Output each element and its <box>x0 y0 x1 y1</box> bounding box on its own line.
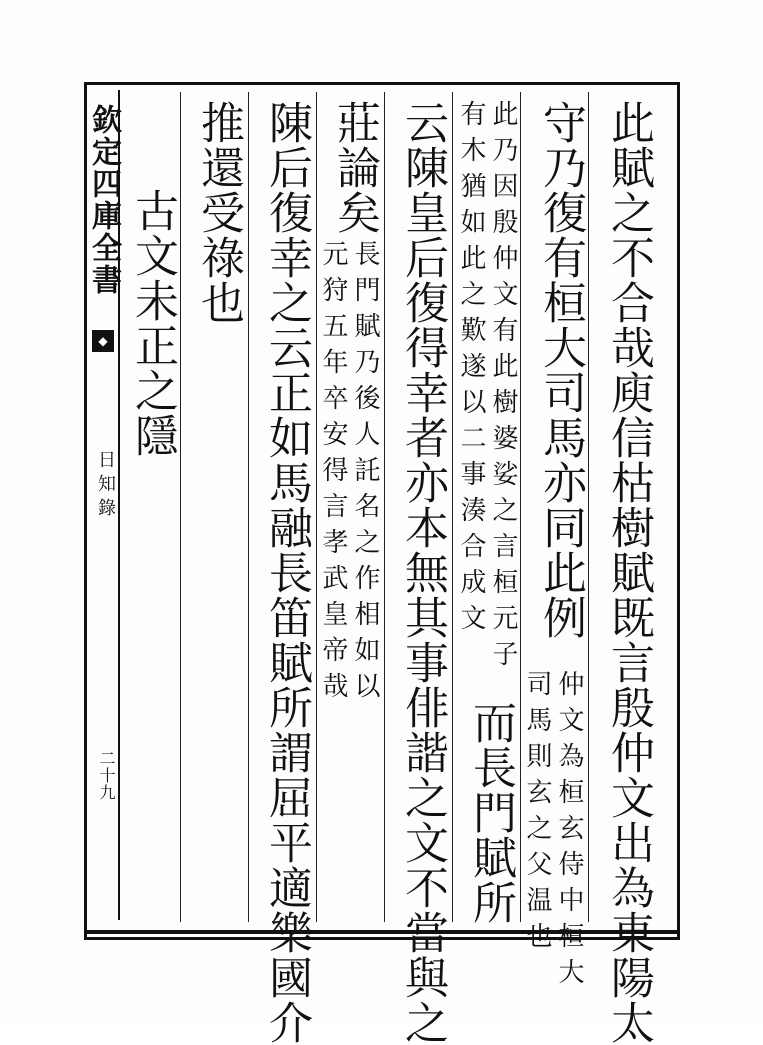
annotation-column-2-left: 司馬則玄之父温也 <box>522 670 552 958</box>
text-column-6: 陳后復幸之云正如馬融長笛賦所謂屈平適樂國介 <box>261 100 312 1045</box>
text-column-5: 莊論矣 <box>329 100 380 235</box>
column-rule <box>180 92 181 922</box>
book-name: 日知錄 <box>95 450 116 522</box>
column-rule <box>248 92 249 922</box>
text-column-3: 而長門賦所 <box>465 700 516 925</box>
text-column-2: 守乃復有桓大司馬亦同此例 <box>535 100 586 640</box>
text-column-4: 云陳皇后復得幸者亦本無其事俳諧之文不當與之 <box>397 100 448 1045</box>
column-rule <box>452 92 453 922</box>
column-rule <box>316 92 317 922</box>
annotation-column-5-left: 元狩五年卒安得言孝武皇帝哉 <box>318 240 348 708</box>
column-rule <box>520 92 521 922</box>
bottom-rule <box>84 930 680 934</box>
folio-number: 二十九 <box>97 750 116 801</box>
annotation-column-3-left: 有木猶如此之歎遂以二事湊合成文 <box>456 100 486 640</box>
annotation-column-3-right: 此乃因殷仲文有此樹婆娑之言桓元子 <box>488 100 518 676</box>
collection-title: 欽定四庫全書 <box>86 104 121 296</box>
annotation-column-5-right: 長門賦乃後人託名之作相如以 <box>350 240 380 708</box>
column-rule <box>384 92 385 922</box>
fishtail-mark: ◆ <box>92 330 114 352</box>
text-column-7: 推還受祿也 <box>193 100 244 325</box>
column-rule <box>588 92 589 922</box>
annotation-column-2-right: 仲文為桓玄侍中桓大 <box>554 670 584 994</box>
section-heading: 古文未正之隱 <box>127 188 178 458</box>
text-column-1: 此賦之不合哉庾信枯樹賦既言殷仲文出為東陽太 <box>603 100 654 1045</box>
